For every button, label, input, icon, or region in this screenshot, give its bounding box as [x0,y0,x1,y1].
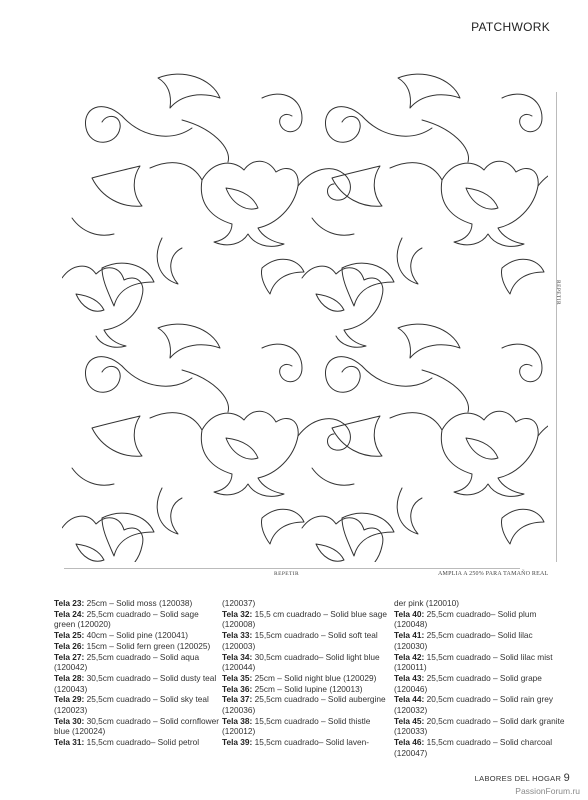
fabric-entry [222,598,394,609]
fabric-description: 25cm – Solid lupine (120013) [252,683,363,694]
fabric-number: Tela 39: [222,737,253,748]
fabric-description: 30,5cm cuadrado – Solid cornflower blue (120024) [54,715,219,737]
fabric-entry [394,737,566,758]
fabric-entry [54,598,222,609]
fabric-description: 25cm – Solid night blue (120029) [252,672,377,683]
fabric-entry [222,716,394,737]
fabric-number: Tela 35: [222,672,253,683]
fabric-number: Tela 46: [394,737,425,748]
fabric-number: Tela 25: [54,630,85,641]
fabric-number: Tela 40: [394,608,425,619]
fabric-number: Tela 29: [54,694,85,705]
fabric-number: Tela 34: [222,651,253,662]
fabric-entry [54,716,222,737]
fabric-entry [54,652,222,673]
fabric-description: 15,5cm cuadrado – Solid lilac mist (120011) [394,651,553,673]
fabric-description: 15cm – Solid fern green (120025) [84,640,211,651]
fabric-description: 25,5cm cuadrado – Solid sky teal (120023) [54,694,209,716]
repeat-label-side: REPETIR [555,280,561,306]
fabric-entry [394,652,566,673]
fabric-number: Tela 26: [54,640,85,651]
fabric-entry [222,737,394,748]
fabric-column-3 [394,598,566,759]
fabric-number: Tela 33: [222,630,253,641]
fabric-entry [394,694,566,715]
fabric-entry [54,737,222,748]
fabric-number: Tela 30: [54,715,85,726]
fabric-description: 15,5cm cuadrado– Solid laven- [252,737,369,748]
fabric-entry [222,673,394,684]
fabric-entry [222,652,394,673]
fabric-number: Tela 31: [54,737,85,748]
fabric-description: 30,5cm cuadrado– Solid light blue (120044) [222,651,380,673]
fabric-description: 15,5cm cuadrado – Solid thistle (120012) [222,715,371,737]
fabric-description: 25cm – Solid moss (120038) [84,598,193,608]
fabric-entry [54,673,222,694]
fabric-description: 20,5cm cuadrado – Solid dark granite (120033) [394,715,565,737]
repeat-guide-horizontal [64,568,520,569]
fabric-description: 25,5cm cuadrado– Solid lilac (120030) [394,630,533,651]
fabric-description: 15,5cm cuadrado– Solid petrol [84,737,200,748]
fabric-number: Tela 37: [222,694,253,705]
fabric-number: Tela 42: [394,651,425,662]
fabric-number: Tela 28: [54,672,85,683]
fabric-number: Tela 41: [394,630,425,641]
section-title: PATCHWORK [471,20,550,34]
fabric-number: Tela 38: [222,715,253,726]
fabric-entry [222,684,394,695]
fabric-number: Tela 36: [222,683,253,694]
fabric-number: Tela 23: [54,598,85,608]
fabric-number: Tela 27: [54,651,85,662]
fabric-number: Tela 32: [222,608,253,619]
fabric-description: 15,5 cm cuadrado – Solid blue sage (120008) [222,608,387,630]
fabric-description: 25,5cm cuadrado – Solid aubergine (120036) [222,694,386,716]
watermark: PassionForum.ru [515,786,580,796]
fabric-number: Tela 44: [394,694,425,705]
fabric-entry [222,609,394,630]
fabric-entry [54,694,222,715]
quilting-pattern-illustration [62,58,548,562]
fabric-description: (120037) [222,598,256,608]
fabric-description: 40cm – Solid pine (120041) [84,630,189,641]
fabric-entry [54,609,222,630]
fabric-entry [394,673,566,694]
fabric-column-1 [54,598,222,759]
page-footer [475,772,570,784]
fabric-number: Tela 24: [54,608,85,619]
fabric-description: 25,5cm cuadrado– Solid plum (120048) [394,608,537,630]
fabric-entry [54,641,222,652]
fabric-column-2 [222,598,394,759]
fabric-number: Tela 45: [394,715,425,726]
page-number: 9 [563,772,570,784]
enlarge-note: AMPLIA A 250% PARA TAMAÑO REAL [438,571,549,577]
fabric-entry [394,716,566,737]
fabric-description: 15,5cm cuadrado – Solid soft teal (120003) [222,630,378,651]
fabric-description: 25,5cm cuadrado – Solid grape (120046) [394,672,542,694]
fabric-entry [222,694,394,715]
fabric-description: der pink (120010) [394,598,460,608]
fabric-description: 30,5cm cuadrado – Solid dusty teal (120043) [54,672,217,694]
fabric-entry [54,630,222,641]
fabric-list [54,598,574,759]
fabric-description: 15,5cm cuadrado – Solid charcoal (120047) [394,737,553,758]
fabric-number: Tela 43: [394,672,425,683]
fabric-entry [394,598,566,609]
repeat-label-bottom: REPETIR [274,571,300,577]
fabric-entry [394,630,566,651]
fabric-description: 20,5cm cuadrado – Solid rain grey (120032) [394,694,553,716]
fabric-description: 25,5cm cuadrado – Solid aqua (120042) [54,651,200,673]
fabric-description: 25,5cm cuadrado – Solid sage green (120020) [54,608,199,630]
fabric-entry [222,630,394,651]
magazine-name: LABORES DEL HOGAR [474,774,562,783]
fabric-entry [394,609,566,630]
